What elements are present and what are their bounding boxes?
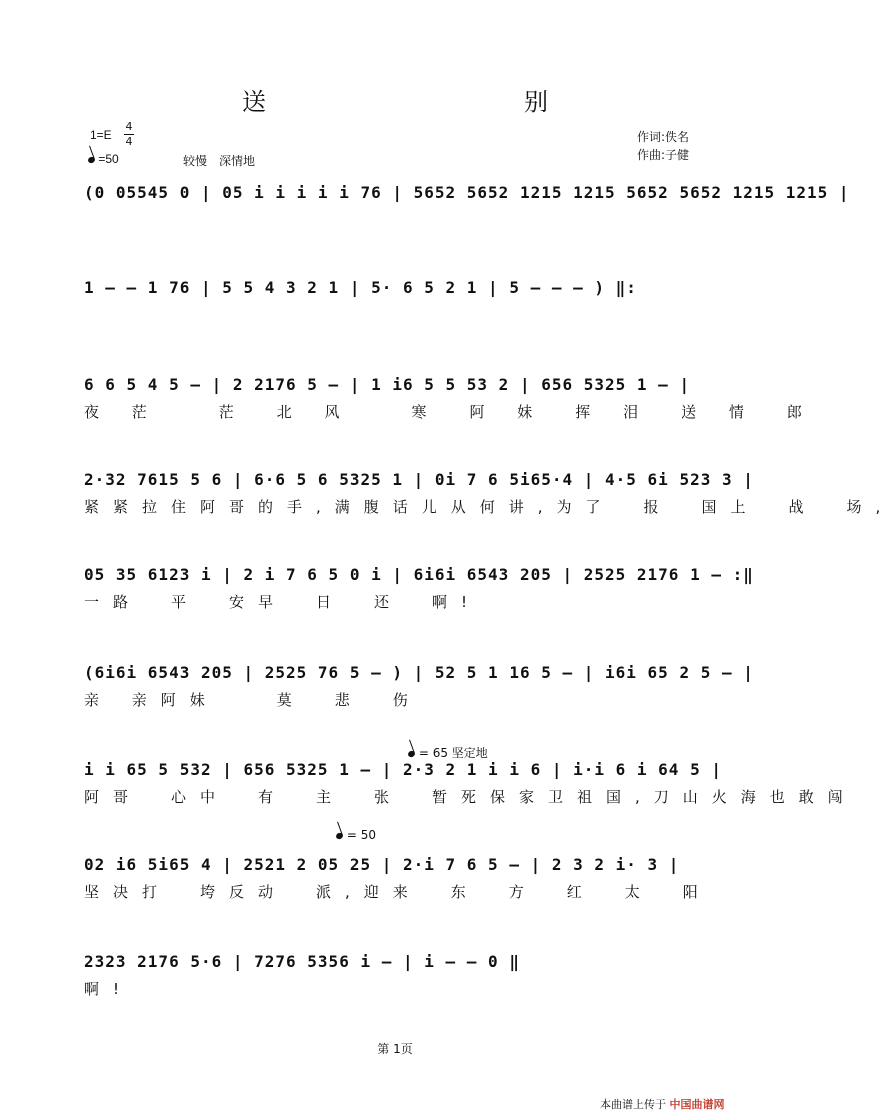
page-number: 第 1页 bbox=[377, 1042, 413, 1056]
score-line-8 bbox=[84, 855, 744, 905]
tempo-change-value: = 65 bbox=[418, 746, 448, 760]
composer-credit: 作曲:子健 bbox=[637, 148, 690, 162]
score-line-9 bbox=[84, 952, 744, 1002]
tempo-change-2 bbox=[336, 828, 376, 842]
tempo-value: =50 bbox=[98, 152, 119, 166]
lyrics-line: 亲 亲阿妹 莫 悲 伤 bbox=[84, 691, 422, 709]
score-line-4 bbox=[84, 470, 894, 520]
notation-line: 02 i6 5i65 4 | 2521 2 05 25 | 2·i 7 6 5 – | 2 3 2 i· 3 | bbox=[84, 855, 680, 874]
lyrics-line: 一路 平 安早 日 还 啊! bbox=[84, 593, 482, 611]
lyricist-credit: 作词:佚名 bbox=[637, 130, 690, 144]
tempo-change-value: = 50 bbox=[346, 828, 376, 842]
lyrics-line: 紧紧拉住阿哥的手,满腹话儿从何讲,为了 报 国上 战 场, bbox=[84, 498, 894, 516]
tempo-change-text: 坚定地 bbox=[451, 746, 488, 760]
tempo-marking bbox=[88, 152, 119, 166]
notation-line: (0 05545 0 | 05 i i i i i 76 | 5652 5652 1215 1215 5652 5652 1215 1215 | bbox=[84, 183, 850, 202]
notation-line: 2·32 7615 5 6 | 6·6 5 6 5325 1 | 0i 7 6 5i65·4 | 4·5 6i 523 3 | bbox=[84, 470, 754, 489]
quarter-note-icon bbox=[87, 156, 96, 164]
lyrics-line: 坚决打 垮反动 派,迎来 东 方 红 太 阳 bbox=[84, 883, 712, 901]
song-title: 送 别 bbox=[242, 88, 618, 116]
lyrics-line: 啊! bbox=[84, 980, 134, 998]
upload-notice bbox=[600, 1096, 725, 1112]
quarter-note-icon bbox=[335, 831, 344, 839]
time-signature bbox=[124, 121, 134, 148]
time-signature-top: 4 bbox=[125, 120, 133, 133]
score-line-5 bbox=[84, 565, 754, 615]
notation-line: i i 65 5 532 | 656 5325 1 – | 2·3 2 1 i i 6 | i·i 6 i 64 5 | bbox=[84, 760, 722, 779]
site-logo: 中国曲谱网 bbox=[669, 1098, 725, 1111]
notation-line: 6 6 5 4 5 – | 2 2176 5 – | 1 i6 5 5 53 2 | 656 5325 1 – | bbox=[84, 375, 691, 394]
score-line-2 bbox=[84, 278, 744, 318]
lyrics-line: 阿哥 心中 有 主 张 暂死保家卫祖国,刀山火海也敢闯 bbox=[84, 788, 857, 806]
lyrics-line: 夜 茫 茫 北 风 寒 阿 妹 挥 泪 送 情 郎 bbox=[84, 403, 816, 421]
notation-line: 05 35 6123 i | 2 i 7 6 5 0 i | 6i6i 6543 205 | 2525 2176 1 – :‖ bbox=[84, 565, 754, 584]
tempo-change-1 bbox=[408, 744, 488, 761]
score-line-7 bbox=[84, 760, 857, 810]
score-line-6 bbox=[84, 663, 754, 713]
time-signature-bottom: 4 bbox=[125, 135, 133, 148]
notation-line: 1 – – 1 76 | 5 5 4 3 2 1 | 5· 6 5 2 1 | 5 – – – ) ‖: bbox=[84, 278, 637, 297]
score-line-3 bbox=[84, 375, 816, 425]
notation-line: 2323 2176 5·6 | 7276 5356 i – | i – – 0 ‖ bbox=[84, 952, 520, 971]
notation-line: (6i6i 6543 205 | 2525 76 5 – ) | 52 5 1 16 5 – | i6i 65 2 5 – | bbox=[84, 663, 754, 682]
upload-text: 本曲谱上传于 bbox=[600, 1098, 666, 1111]
key-signature: 1=E bbox=[90, 128, 112, 142]
quarter-note-icon bbox=[407, 749, 416, 757]
expression-marking: 较慢 深情地 bbox=[183, 154, 256, 168]
score-line-1 bbox=[84, 183, 850, 223]
